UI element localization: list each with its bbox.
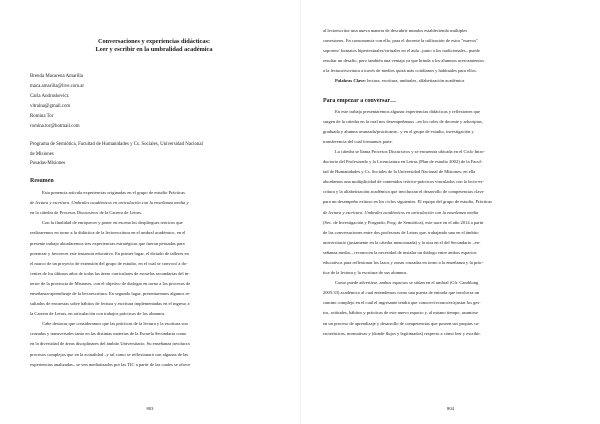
text-line: 2005:33) académico al cual entendemos como una puerta de entrada que involucra un (323, 290, 480, 296)
body-paragraph-c (323, 278, 570, 339)
text-line: presente trabajo abordaremos tres experiencias estratégicas que fueron pensadas para (30, 240, 185, 246)
text-line: terior de la provincia de Misiones, con el objetivo de dialogar en torno a los procesos de (30, 280, 191, 286)
author-name: Brenda Macarena Amarilla (30, 73, 83, 79)
text-line: de lectura y escritura. Umbrales académicos en articulación con la enseñanza media (323, 209, 479, 215)
affiliation-line: de Misiones (30, 151, 54, 157)
text-line: enseñanza-aprendizaje de la lectoescritura. En segundo lugar, presentaremos algunos re- (30, 291, 191, 296)
text-line: Esta ponencia articula experiencias originadas en el grupo de estudio Prácticas (42, 190, 185, 196)
text-line: procesos complejos que en la actualidad –y tal como se reflexionará con algunas de las (30, 351, 189, 357)
text-line: educativos para reflexionar los lazos y zonas cruzadas en torno a la enseñanza y la prác- (323, 259, 484, 265)
text-line: universitario (justamente en la cátedra mencionada) y la otra en el del Secundario –en- (323, 239, 481, 245)
text-line: tad de Humanidades y Cs. Sociales de la Universidad Nacional de Misiones; en ella (323, 169, 476, 175)
text-line: abordamos una multiplicidad de contenidos teórico-prácticos vinculados con la lecto-es- (323, 179, 484, 185)
right-page (300, 0, 600, 424)
text-line: transferencia del cual formamos parte. (323, 138, 393, 144)
author-block (30, 72, 278, 133)
body-paragraph-b (323, 147, 570, 278)
text-line: ductorio del Profesorado y la Licenciatura en Letras (Plan de estudio 2002) de la Facul- (323, 159, 483, 165)
text-line: Como puede advertirse, ambos espacios se sitúan en el umbral (Cfr. Camblong (335, 280, 479, 286)
paper-title-line1: Conversaciones y experiencias didácticas: (97, 38, 211, 45)
text-line: a la lectura/escritura a través de medios quizá más cotidianos y habituales para ellos. (323, 68, 477, 74)
author-name: Carla Andruskevicz (30, 93, 69, 99)
text-line: cruzadas y transversales tanto en las distintas materias de la Escuela Secundaria como (30, 331, 187, 337)
affiliation-block (30, 140, 278, 169)
text-line: potenciar y favorecer este instancia educativa. En primer lugar, el dictado de talleres en (30, 250, 189, 256)
affiliation-line: Posadas-Misiones (30, 161, 66, 167)
paper-title-line2: Leer y escribir en la umbralidad académica (95, 45, 213, 53)
text-line: conexiones. En consonancia con ello, para el docente la utilización de estos "nuevos" (323, 38, 478, 44)
text-line: señanza media–, reconocen la necesidad de instalar un diálogo entre ambos espacios (323, 249, 477, 255)
author-email: maca.amarilla@live.com.ar (30, 83, 85, 89)
text-line: En este trabajo presentaremos algunas experiencias didácticas y reflexiones que (335, 108, 481, 114)
abstract-paragraph-3 (30, 319, 278, 369)
text-line: la Carrera de Letras, en articulación con trabajos prácticos de los alumnos. (30, 311, 166, 317)
text-line: tica de la lectura y la escritura de sus alumnos. (323, 270, 408, 276)
text-line: graduada y alumna avanzada/practicante– y en el grupo de estudio, investigación y (323, 128, 474, 134)
text-line: el marco de un proyecto de extensión del grupo de estudio, en el cual se convocó a do- (30, 260, 188, 266)
page-number: 804 (447, 406, 454, 411)
author-name: Romina Tor (30, 114, 54, 120)
text-line: Cabe destacar que consideramos que las prácticas de la lectura y la escritura son (42, 321, 188, 327)
text-line: tos, actitudes, hábitos y prácticas de este nuevo espacio y, al mismo tiempo, asumirse (323, 310, 478, 316)
body-paragraph-a (323, 107, 570, 147)
text-line: al lectoescritor una nueva manera de descubrir mundos estableciendo múltiples (323, 28, 468, 33)
text-line: surgen de la cátedra en la cual nos desempeñamos –en los roles de docente y adscriptas, (323, 118, 483, 124)
keywords-label: Palabras Clave: (335, 78, 366, 84)
affiliation-line: Programa de Semiótica, Facultad de Humanidades y Cs. Sociales, Universidad Nacional (30, 142, 203, 148)
keywords-text: lectura, escritura, umbrales, alfabetización académica (365, 78, 465, 84)
text-line: soportes/ formatos hipertextuales/virtuales en el aula –junto a los tradicionales– puede (323, 48, 480, 54)
text-line: de las conversaciones entre dos profesoras de Letras que, trabajando una en el ámbito (323, 229, 479, 235)
text-line: de lectura y escritura. Umbrales académicos en articulación con la enseñanza media y (30, 200, 189, 206)
abstract-continuation (323, 26, 570, 76)
text-line: La cátedra se llama Procesos Discursivos y se encuentra ubicada en el Ciclo Intro- (335, 148, 485, 154)
text-line: racterísticas, normativas y (donde flujos y legitimados) respecto a cómo leer y escribir. (323, 330, 481, 336)
text-line: experiencias analizadas– se ven mediatizados por las TIC a partir de las cuales se ofrece (30, 361, 191, 367)
author-email: romina.tor@hotmail.com (30, 124, 80, 130)
page-number: 803 (146, 406, 154, 411)
text-line: en un proceso de aprendizaje y desarrollo de competencias que poseen sus propias ca- (323, 320, 480, 326)
text-line: en la cátedra de Procesos Discursivos de la Carrera de Letras. (30, 210, 142, 216)
abstract-paragraph-2 (30, 218, 278, 319)
text-line: (Sec. de Investigación y Posgrado, Prog. de Semiótica), este nace en el año 2014 a partir (323, 219, 484, 225)
text-line: resultar un desafío, pero también una ventaja ya que brinda a los alumnos acercamientos (323, 58, 484, 64)
author-email: vitralna@gmail.com (30, 104, 71, 109)
text-line: en la diversidad de áreas disciplinares del ámbito Universitario. Su enseñanza involucra (30, 341, 190, 347)
abstract-paragraph-1 (30, 188, 278, 218)
section-heading: Para empezar a conversar… (323, 97, 397, 104)
text-line: sultados de encuestas sobre hábitos de lectura y escritura implementadas en el ingreso a (30, 301, 190, 307)
text-line: camino complejo en el cual el ingresante tendrá que conocer/reconocer/ajustar los ges- (323, 300, 481, 306)
text-line: critura y la alfabetización académica que involucran el desarrollo de competencias clave (323, 189, 484, 195)
keywords-line (323, 76, 570, 86)
text-line: para un desempeño exitoso en los ciclos siguientes. El equipo del grupo de estudio, Prácticas (323, 199, 492, 205)
text-line: realizaremos en torno a la didáctica de la lectoescritura en el umbral académico, en el (30, 230, 186, 236)
text-line: centes de los últimos años de todas las áreas curriculares de escuelas secundarias del in- (30, 270, 190, 276)
text-line: Con la finalidad de enriquecer y poner en escena los despliegues teóricos que (42, 220, 183, 226)
abstract-heading: Resumen (30, 178, 54, 185)
